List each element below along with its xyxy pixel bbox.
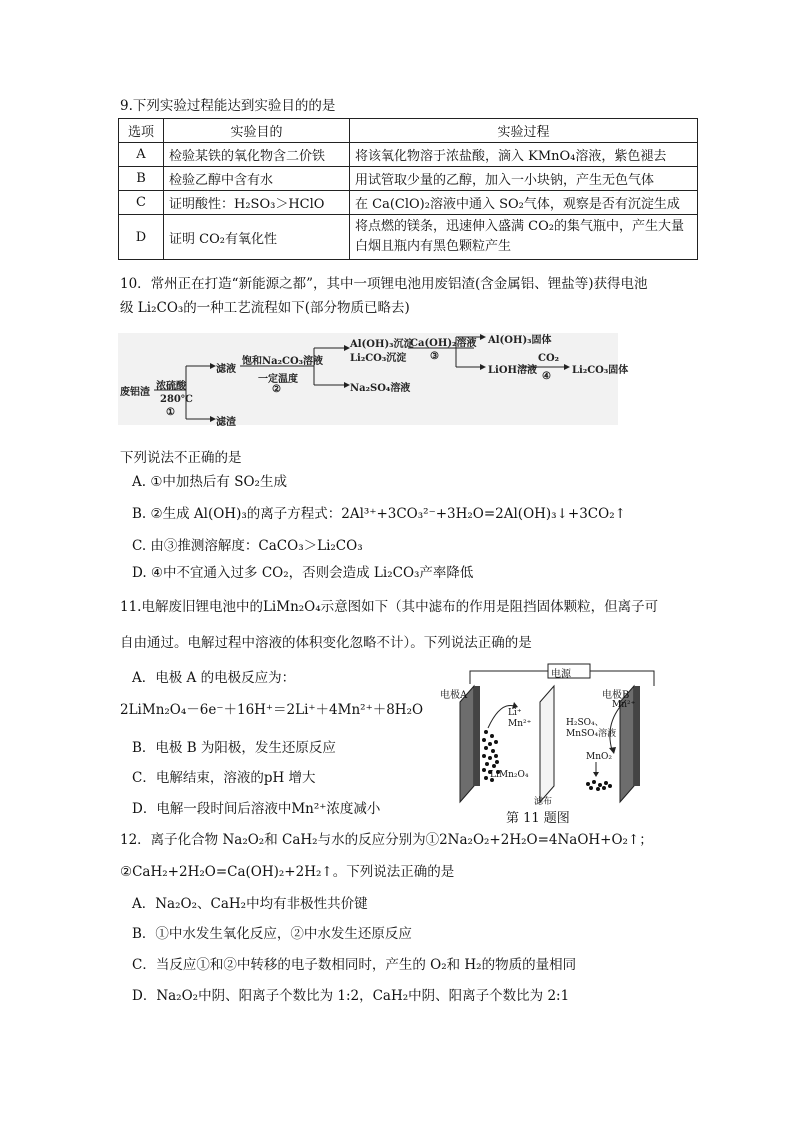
q11-option-b: B．电极 B 为阳极，发生还原反应 [132,740,336,756]
table-cell: 检验乙醇中含有水 [164,167,350,191]
q11-line2: 自由通过。电解过程中溶液的体积变化忽略不计）。下列说法正确的是 [120,635,532,651]
flow-lioh: LiOH溶液 [488,365,537,376]
flow-step-1: ① [166,407,175,418]
flow-reagent-4: CO₂ [538,353,560,364]
table-header-cell: 实验过程 [350,119,698,143]
q11-option-c: C．电解结束，溶液的pH 增大 [132,770,316,786]
table-row [119,143,698,167]
q12-option-c: C．当反应①和②中转移的电子数相同时，产生的 O₂和 H₂的物质的量相同 [132,957,577,973]
q10-ask: 下列说法不正确的是 [120,450,242,466]
q12-line2: ②CaH₂+2H₂O=Ca(OH)₂+2H₂↑。下列说法正确的是 [120,864,455,880]
electrolysis-drawing [440,662,690,812]
q10-option-b: B. ②生成 Al(OH)₃的离子方程式：2Al³⁺+3CO₃²⁻+3H₂O=2Al(OH)₃↓+3CO₂↑ [132,506,626,522]
flow-precip-2: Li₂CO₃沉淀 [350,353,407,364]
flow-aloh-solid: Al(OH)₃固体 [488,335,552,346]
q9-table [118,118,698,260]
table-header-row [119,119,698,143]
q12-option-a: A．Na₂O₂、CaH₂中均有非极性共价键 [132,896,368,912]
q11-option-a: A．电极 A 的电极反应为： [132,670,296,686]
q12-option-d: D．Na₂O₂中阴、阳离子个数比为 1:2，CaH₂中阴、阳离子个数比为 2:1 [132,988,570,1004]
flow-precip: Al(OH)₃沉淀 [350,339,414,350]
table-row [119,167,698,191]
electrode-a-label: 电极A [440,690,468,701]
q10-option-c: C. 由③推测溶解度：CaCO₃＞Li₂CO₃ [132,538,363,554]
q11-equation: 2LiMn₂O₄－6e⁻＋16H⁺＝2Li⁺＋4Mn²⁺＋8H₂O [120,702,424,718]
table-cell: B [119,167,164,191]
table-cell: 用试管取少量的乙醇，加入一小块钠，产生无色气体 [350,167,698,191]
flow-start: 废铝渣 [120,387,150,398]
flow-reagent-3: Ca(OH)₂溶液 [410,338,477,349]
table-header-cell: 选项 [119,119,164,143]
process-flow-diagram [118,333,629,428]
table-cell: 证明酸性：H₂SO₃＞HClO [164,191,350,215]
flow-step-3: ③ [430,351,439,362]
q11-option-d: D．电解一段时间后溶液中Mn²⁺浓度减小 [132,801,381,817]
q12-line1: 12．离子化合物 Na₂O₂和 CaH₂与水的反应分别为①2Na₂O₂+2H₂O=4NaOH+O₂↑； [120,832,653,848]
table-cell: 在 Ca(ClO)₂溶液中通入 SO₂气体，观察是否有沉淀生成 [350,191,698,215]
figure-caption: 第 11 题图 [506,811,570,826]
mn-ion-label: Mn²⁺ [612,700,636,710]
q12-option-b: B．①中水发生氧化反应，②中水发生还原反应 [132,926,412,942]
table-row [119,191,698,215]
q9-title: 9.下列实验过程能达到实验目的的是 [120,98,336,114]
q10-line2: 级 Li₂CO₃的一种工艺流程如下(部分物质已略去) [120,300,410,316]
q10-option-a: A. ①中加热后有 SO₂生成 [132,474,287,490]
q10-option-d: D. ④中不宜通入过多 CO₂，否则会造成 Li₂CO₃产率降低 [132,565,474,581]
power-source-label: 电源 [551,669,571,680]
mno2-label: MnO₂ [586,752,612,762]
flow-li2co3-solid: Li₂CO₃固体 [572,365,629,376]
ions-label: Li⁺ Mn²⁺ [508,708,532,729]
flow-step-4: ④ [542,371,551,382]
limn2o4-label: LiMn₂O₄ [490,770,529,780]
flow-reagent-1: 浓硫酸 [156,381,186,392]
q11-line1: 11.电解废旧锂电池中的LiMn₂O₄示意图如下（其中滤布的作用是阻挡固体颗粒，但离子可 [120,599,659,615]
q10-line1: 10．常州正在打造“新能源之都”，其中一项锂电池用废铝渣(含金属铝、锂盐等)获得电池 [120,276,648,292]
solution-label: H₂SO₄、MnSO₄溶液 [566,718,617,739]
flow-reagent-2: 饱和Na₂CO₃溶液 [242,356,324,367]
table-cell: A [119,143,164,167]
table-cell: 检验某铁的氧化物含二价铁 [164,143,350,167]
flow-na2so4: Na₂SO₄溶液 [350,383,411,394]
flow-filtrate: 滤液 [216,364,236,375]
table-cell: C [119,191,164,215]
table-cell: 证明 CO₂有氧化性 [164,215,350,260]
table-cell: D [119,215,164,260]
electrolysis-figure [440,662,690,812]
filter-cloth-label: 滤布 [534,797,553,807]
flow-step-2: ② [272,384,281,395]
flow-cond-2: 一定温度 [258,374,298,385]
table-cell: 将点燃的镁条，迅速伸入盛满 CO₂的集气瓶中，产生大量白烟且瓶内有黑色颗粒产生 [350,215,698,260]
flow-temp-1: 280℃ [160,394,193,405]
table-cell: 将该氧化物溶于浓盐酸，滴入 KMnO₄溶液，紫色褪去 [350,143,698,167]
electrode-b-label: 电极B [602,690,630,701]
table-row [119,215,698,260]
flow-residue: 滤渣 [216,417,236,428]
table-header-cell: 实验目的 [164,119,350,143]
